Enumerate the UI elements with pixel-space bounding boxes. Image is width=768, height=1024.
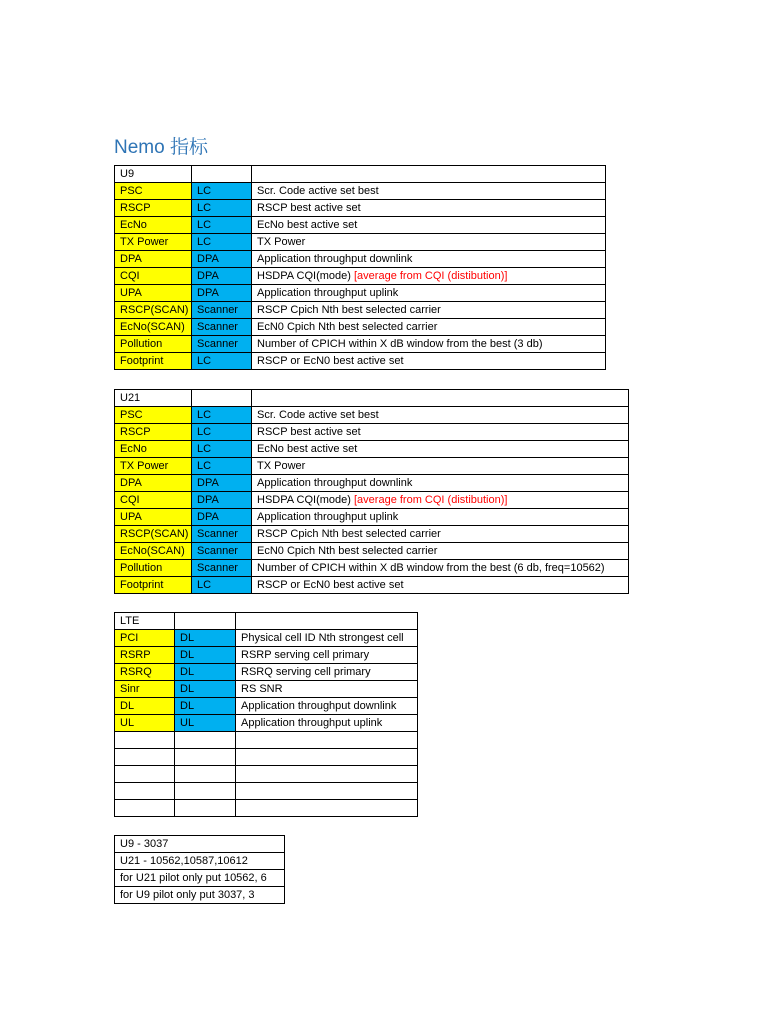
table-row [115,407,629,424]
metric-source-cell: Scanner [192,560,252,577]
metric-source-cell: DPA [192,492,252,509]
metric-description-cell [252,492,629,509]
description-note: [average from CQI (distibution)] [354,494,508,506]
frequency-notes-table [114,835,285,904]
header-cell: U21 [115,390,192,407]
metric-source-cell: UL [175,715,236,732]
description-text: EcNo best active set [257,443,358,455]
empty-row [115,800,418,817]
table-row [115,441,629,458]
table-row [115,577,629,594]
metric-description-cell [252,424,629,441]
empty-cell [236,766,418,783]
description-text: HSDPA CQI(mode) [257,270,354,282]
metric-name-cell: Footprint [115,353,192,370]
u9-metrics-table [114,165,606,370]
metric-name-cell: Sinr [115,681,175,698]
metric-name-cell: DL [115,698,175,715]
empty-cell [175,749,236,766]
empty-cell [236,783,418,800]
metric-source-cell: LC [192,441,252,458]
metric-source-cell: DPA [192,268,252,285]
description-text: Scr. Code active set best [257,409,379,421]
metric-name-cell: RSRQ [115,664,175,681]
metric-source-cell: Scanner [192,319,252,336]
description-note: [average from CQI (distibution)] [354,270,508,282]
description-text: Application throughput downlink [257,253,413,265]
metric-name-cell: PCI [115,630,175,647]
metric-description-cell [252,302,606,319]
description-text: RSCP Cpich Nth best selected carrier [257,304,441,316]
table-row [115,353,606,370]
table-row [115,543,629,560]
header-cell: U9 [115,166,192,183]
header-cell [252,390,629,407]
metric-description-cell [236,715,418,732]
metric-name-cell: TX Power [115,458,192,475]
metric-description-cell [252,441,629,458]
metric-name-cell: RSCP [115,200,192,217]
description-text: EcN0 Cpich Nth best selected carrier [257,321,438,333]
metric-name-cell: EcNo [115,441,192,458]
metric-description-cell [252,234,606,251]
header-cell [192,390,252,407]
empty-row [115,732,418,749]
description-text: TX Power [257,460,306,472]
metric-source-cell: LC [192,458,252,475]
metric-name-cell: TX Power [115,234,192,251]
metric-description-cell [252,560,629,577]
table-header-row [115,166,606,183]
table-row [115,681,418,698]
metric-description-cell [236,630,418,647]
metric-source-cell: LC [192,424,252,441]
metric-source-cell: DPA [192,475,252,492]
note-row [115,853,285,870]
table-row [115,458,629,475]
metric-source-cell: LC [192,353,252,370]
table-row [115,336,606,353]
table-row [115,526,629,543]
empty-row [115,783,418,800]
metric-description-cell [236,664,418,681]
metric-description-cell [252,353,606,370]
description-text: RSCP best active set [257,202,361,214]
metric-name-cell: Pollution [115,336,192,353]
note-cell: U9 - 3037 [115,836,285,853]
table-row [115,234,606,251]
description-text: RSCP or EcN0 best active set [257,355,404,367]
metric-description-cell [252,268,606,285]
metric-description-cell [252,319,606,336]
metric-source-cell: DL [175,698,236,715]
description-text: RSCP best active set [257,426,361,438]
empty-cell [115,732,175,749]
metric-name-cell: EcNo [115,217,192,234]
empty-row [115,766,418,783]
metric-description-cell [252,183,606,200]
description-text: RSRP serving cell primary [241,649,370,661]
metric-description-cell [236,698,418,715]
table-header-row [115,390,629,407]
table-row [115,251,606,268]
metric-source-cell: LC [192,183,252,200]
table-row [115,200,606,217]
metric-name-cell: CQI [115,492,192,509]
description-text: Application throughput uplink [257,511,399,523]
metric-description-cell [236,647,418,664]
metric-name-cell: RSRP [115,647,175,664]
metric-source-cell: DL [175,647,236,664]
description-text: Physical cell ID Nth strongest cell [241,632,404,644]
description-text: Application throughput downlink [257,477,413,489]
table-row [115,319,606,336]
metric-source-cell: DPA [192,285,252,302]
table-row [115,509,629,526]
metric-source-cell: DL [175,681,236,698]
metric-name-cell: UPA [115,285,192,302]
metric-description-cell [252,217,606,234]
metric-name-cell: RSCP [115,424,192,441]
metric-description-cell [252,336,606,353]
metric-source-cell: Scanner [192,526,252,543]
empty-cell [175,800,236,817]
table-row [115,698,418,715]
lte-metrics-table [114,612,418,817]
description-text: Application throughput uplink [257,287,399,299]
metric-description-cell [252,458,629,475]
table-row [115,285,606,302]
table-row [115,302,606,319]
table-row [115,217,606,234]
metric-name-cell: UPA [115,509,192,526]
description-text: Scr. Code active set best [257,185,379,197]
metric-description-cell [252,285,606,302]
table-row [115,560,629,577]
note-cell: for U9 pilot only put 3037, 3 [115,887,285,904]
metric-description-cell [252,200,606,217]
metric-description-cell [252,543,629,560]
description-text: Number of CPICH within X dB window from the best (6 db, freq=10562) [257,562,605,574]
header-cell [236,613,418,630]
description-text: TX Power [257,236,306,248]
metric-source-cell: DL [175,664,236,681]
metric-name-cell: RSCP(SCAN) [115,526,192,543]
empty-cell [115,783,175,800]
empty-cell [236,800,418,817]
table-row [115,647,418,664]
metric-source-cell: LC [192,200,252,217]
note-cell: for U21 pilot only put 10562, 6 [115,870,285,887]
metric-name-cell: EcNo(SCAN) [115,319,192,336]
description-text: Number of CPICH within X dB window from the best (3 db) [257,338,543,350]
metric-source-cell: Scanner [192,336,252,353]
metric-source-cell: DL [175,630,236,647]
empty-cell [175,783,236,800]
u21-metrics-table [114,389,629,594]
header-cell [252,166,606,183]
page-title: Nemo 指标 [114,137,208,158]
metric-description-cell [252,475,629,492]
note-cell: U21 - 10562,10587,10612 [115,853,285,870]
metric-description-cell [252,251,606,268]
metric-source-cell: LC [192,217,252,234]
description-text: RSRQ serving cell primary [241,666,371,678]
metric-source-cell: LC [192,234,252,251]
header-cell [175,613,236,630]
note-row [115,870,285,887]
metric-source-cell: Scanner [192,543,252,560]
metric-source-cell: DPA [192,509,252,526]
metric-name-cell: RSCP(SCAN) [115,302,192,319]
metric-description-cell [252,407,629,424]
metric-description-cell [236,681,418,698]
empty-cell [115,749,175,766]
empty-row [115,749,418,766]
table-row [115,492,629,509]
empty-cell [175,732,236,749]
description-text: HSDPA CQI(mode) [257,494,354,506]
table-row [115,715,418,732]
metric-name-cell: DPA [115,251,192,268]
description-text: RSCP Cpich Nth best selected carrier [257,528,441,540]
empty-cell [115,800,175,817]
note-row [115,887,285,904]
metric-source-cell: LC [192,407,252,424]
metric-name-cell: CQI [115,268,192,285]
table-row [115,630,418,647]
empty-cell [175,766,236,783]
metric-description-cell [252,577,629,594]
metric-description-cell [252,509,629,526]
header-cell: LTE [115,613,175,630]
table-row [115,475,629,492]
empty-cell [115,766,175,783]
description-text: RS SNR [241,683,283,695]
header-cell [192,166,252,183]
table-row [115,664,418,681]
empty-cell [236,749,418,766]
metric-name-cell: DPA [115,475,192,492]
description-text: Application throughput uplink [241,717,383,729]
metric-source-cell: LC [192,577,252,594]
description-text: RSCP or EcN0 best active set [257,579,404,591]
metric-name-cell: Footprint [115,577,192,594]
metric-source-cell: DPA [192,251,252,268]
metric-name-cell: Pollution [115,560,192,577]
metric-name-cell: UL [115,715,175,732]
table-row [115,183,606,200]
description-text: Application throughput downlink [241,700,397,712]
table-row [115,424,629,441]
description-text: EcN0 Cpich Nth best selected carrier [257,545,438,557]
empty-cell [236,732,418,749]
metric-description-cell [252,526,629,543]
metric-source-cell: Scanner [192,302,252,319]
description-text: EcNo best active set [257,219,358,231]
metric-name-cell: PSC [115,183,192,200]
table-header-row [115,613,418,630]
metric-name-cell: EcNo(SCAN) [115,543,192,560]
metric-name-cell: PSC [115,407,192,424]
table-row [115,268,606,285]
note-row [115,836,285,853]
